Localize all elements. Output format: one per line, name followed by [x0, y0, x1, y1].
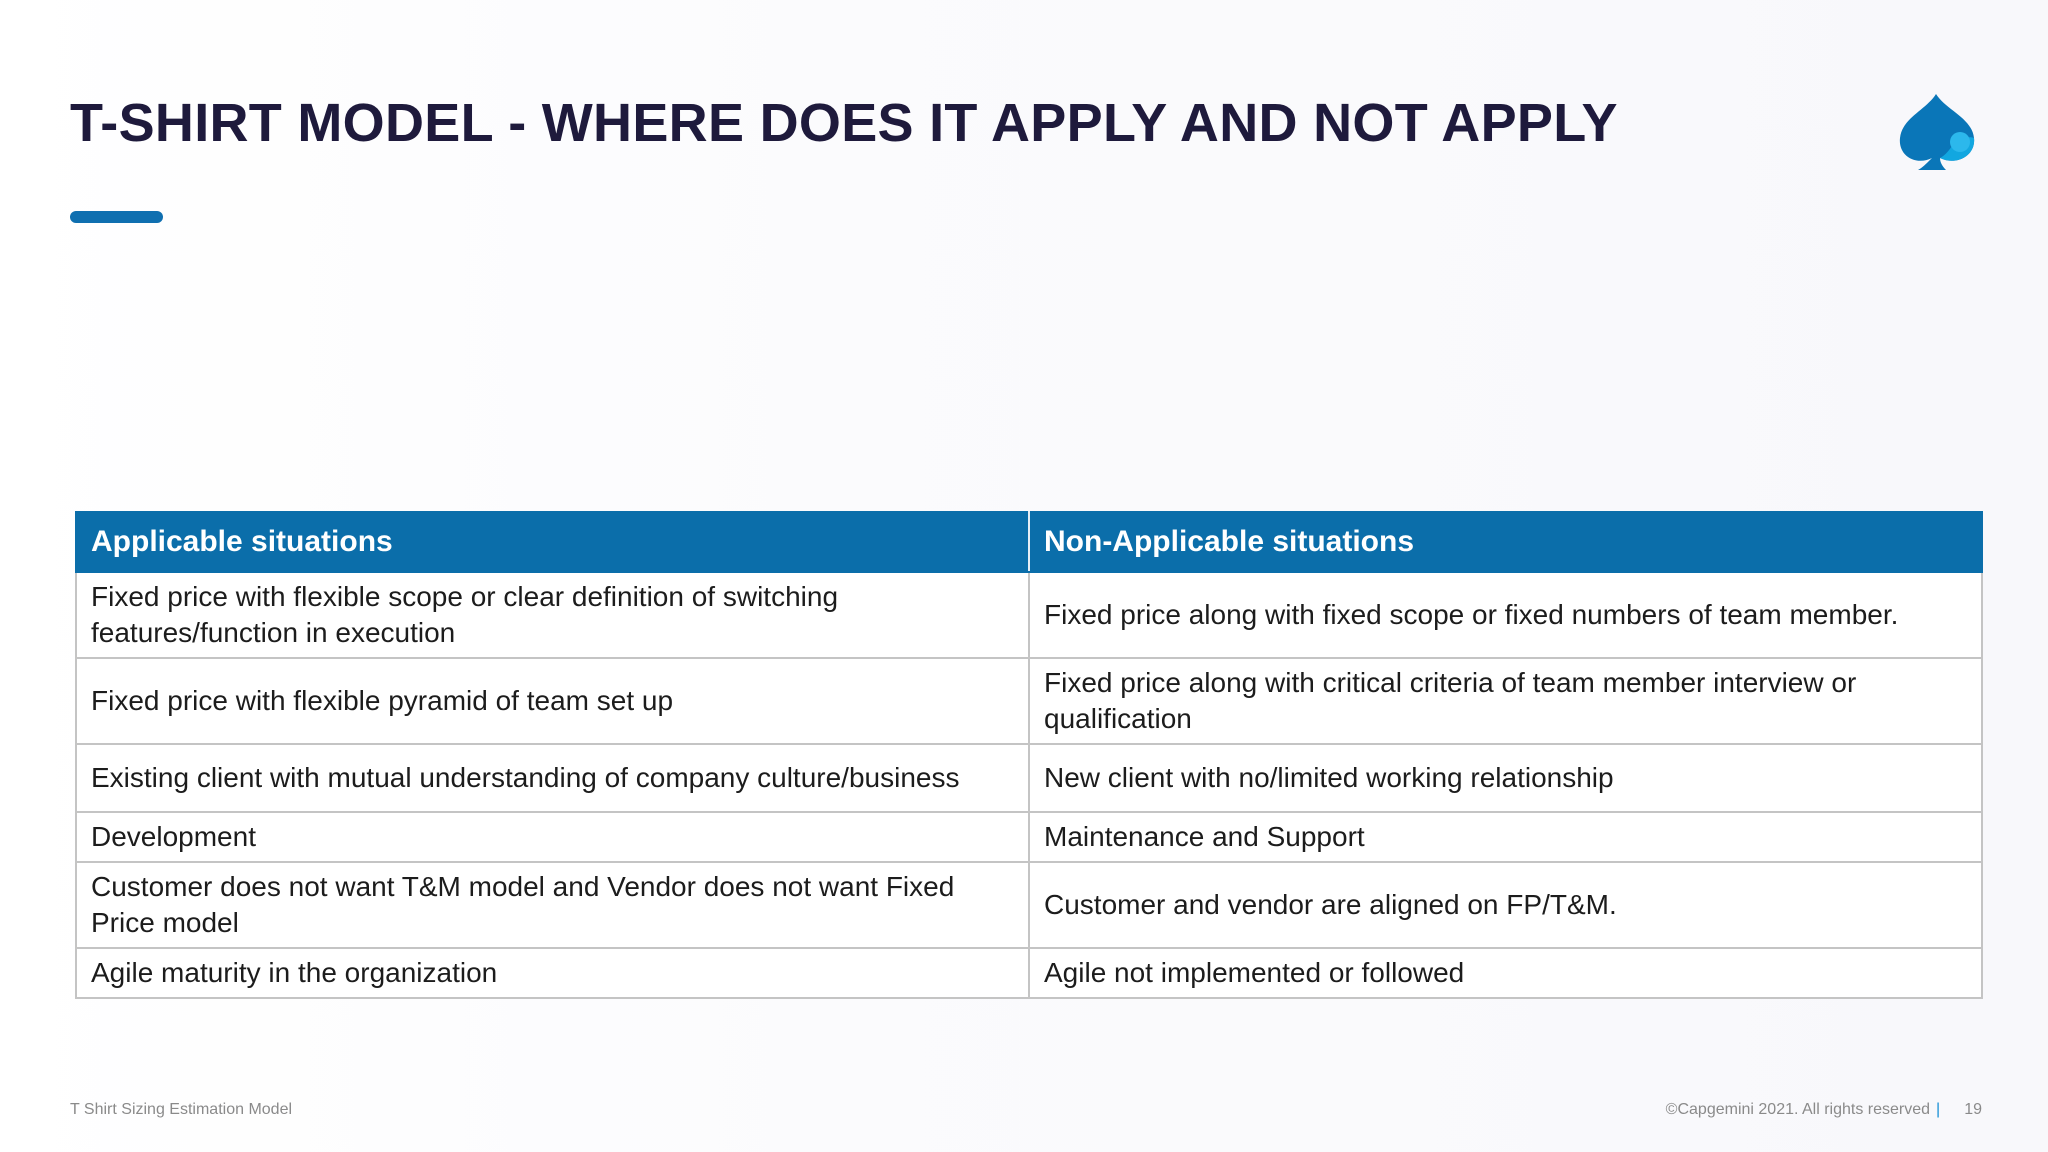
page-title: T-SHIRT MODEL - WHERE DOES IT APPLY AND NOT APPLY	[70, 93, 1618, 153]
spade-logo-icon	[1896, 92, 1980, 170]
table-row	[76, 812, 1982, 862]
non-applicable-cell: Fixed price along with fixed scope or fixed numbers of team member.	[1029, 572, 1982, 658]
footer-right	[1666, 1101, 1982, 1119]
applicable-cell: Customer does not want T&M model and Vendor does not want Fixed Price model	[76, 862, 1029, 948]
page-number: 19	[1964, 1101, 1982, 1118]
header-non-applicable: Non-Applicable situations	[1029, 512, 1982, 572]
non-applicable-cell: New client with no/limited working relationship	[1029, 744, 1982, 812]
non-applicable-cell: Agile not implemented or followed	[1029, 948, 1982, 998]
header-applicable: Applicable situations	[76, 512, 1029, 572]
applicable-cell: Agile maturity in the organization	[76, 948, 1029, 998]
applicable-cell: Development	[76, 812, 1029, 862]
table-row	[76, 948, 1982, 998]
table-row	[76, 744, 1982, 812]
footer-deck-title: T Shirt Sizing Estimation Model	[70, 1101, 293, 1118]
applicability-table	[75, 511, 1983, 999]
non-applicable-cell: Customer and vendor are aligned on FP/T&M.	[1029, 862, 1982, 948]
table-header-row	[76, 512, 1982, 572]
table-row	[76, 572, 1982, 658]
table-row	[76, 862, 1982, 948]
non-applicable-cell: Fixed price along with critical criteria of team member interview or qualification	[1029, 658, 1982, 744]
applicable-cell: Existing client with mutual understanding of company culture/business	[76, 744, 1029, 812]
applicable-cell: Fixed price with flexible pyramid of team set up	[76, 658, 1029, 744]
footer-copyright: ©Capgemini 2021. All rights reserved	[1665, 1101, 1931, 1118]
table-row	[76, 658, 1982, 744]
applicable-cell: Fixed price with flexible scope or clear definition of switching features/function in execution	[76, 572, 1029, 658]
footer-separator: |	[1936, 1101, 1941, 1118]
non-applicable-cell: Maintenance and Support	[1029, 812, 1982, 862]
title-accent-bar	[70, 211, 163, 223]
